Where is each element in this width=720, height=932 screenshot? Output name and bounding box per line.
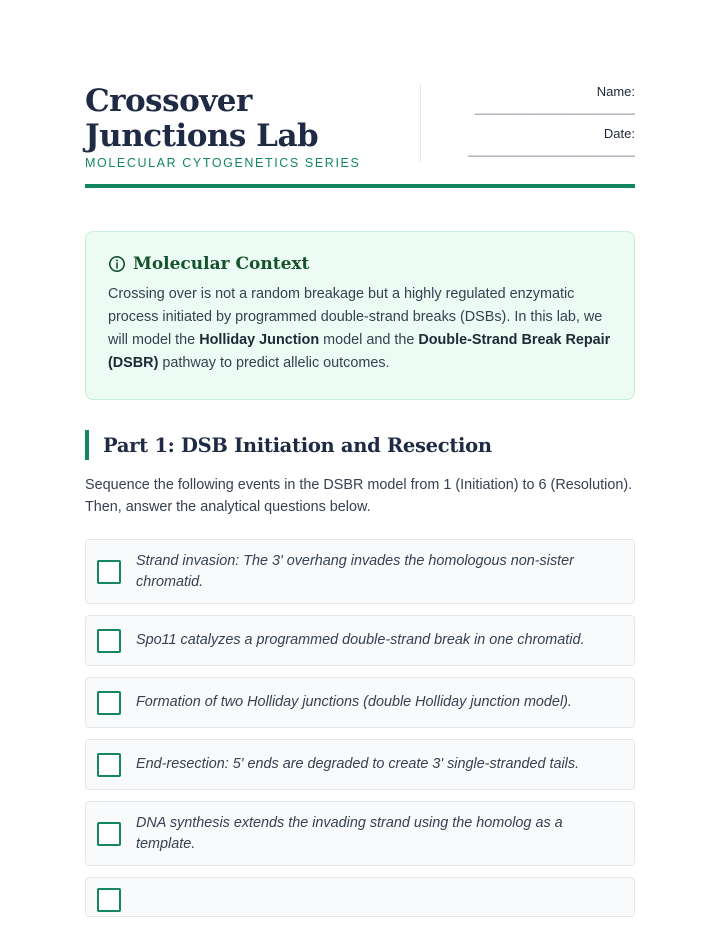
sequence-item-text: DNA synthesis extends the invading strand using the homolog as a template.: [136, 814, 563, 852]
page-title: Crossover Junctions Lab: [85, 83, 319, 154]
date-label: Date:: [603, 126, 635, 141]
context-callout: [85, 231, 635, 400]
sequence-item: [85, 739, 635, 790]
sequence-number-box[interactable]: [97, 822, 121, 846]
student-fields: [445, 84, 635, 168]
context-header: [108, 254, 612, 274]
page-subtitle: MOLECULAR CYTOGENETICS SERIES: [85, 156, 361, 170]
context-text: [108, 283, 612, 375]
sequence-item: [85, 677, 635, 728]
sequence-item: [85, 539, 635, 604]
sequence-list: [85, 539, 635, 917]
context-bold-dsbr: Double-Strand Break Repair (DSBR): [108, 332, 611, 371]
sequence-item: [85, 877, 635, 917]
sequence-number-box[interactable]: [97, 560, 121, 584]
sequence-item: [85, 801, 635, 866]
date-field[interactable]: _________________________: [468, 143, 635, 157]
context-text-part: pathway to predict allelic outcomes.: [158, 355, 390, 371]
sequence-number-box[interactable]: [97, 629, 121, 653]
context-title: Molecular Context: [133, 254, 310, 274]
title-block: [85, 83, 421, 170]
sequence-number-box[interactable]: [97, 888, 121, 912]
context-text-part: Crossing over is not a random breakage but a highly regulated enzymatic process initiated by programmed double-strand breaks (DSBs). In this lab, we will model the: [108, 286, 603, 348]
context-bold-holliday: Holliday Junction: [199, 332, 320, 348]
sequence-number-box[interactable]: [97, 691, 121, 715]
part1-title: Part 1: DSB Initiation and Resection: [103, 433, 492, 457]
part1-heading: [85, 430, 635, 460]
context-text-part: model and the: [319, 332, 419, 348]
sequence-number-box[interactable]: [97, 753, 121, 777]
worksheet-page: [85, 84, 635, 928]
sequence-item-text: End-resection: 5' ends are degraded to create 3' single-stranded tails.: [136, 756, 580, 772]
sequence-item-text: Formation of two Holliday junctions (double Holliday junction model).: [136, 694, 572, 710]
sequence-item-text: Strand invasion: The 3' overhang invades the homologous non-sister chromatid.: [136, 552, 574, 590]
worksheet-header: [85, 84, 635, 188]
part1-instructions: Sequence the following events in the DSBR model from 1 (Initiation) to 6 (Resolution). Then, answer the analytical questions below.: [85, 477, 633, 515]
sequence-item-text: Spo11 catalyzes a programmed double-strand break in one chromatid.: [136, 632, 585, 648]
name-field[interactable]: ________________________: [474, 101, 635, 115]
info-icon: [108, 255, 126, 273]
sequence-item: [85, 615, 635, 666]
name-label: Name:: [596, 84, 635, 99]
